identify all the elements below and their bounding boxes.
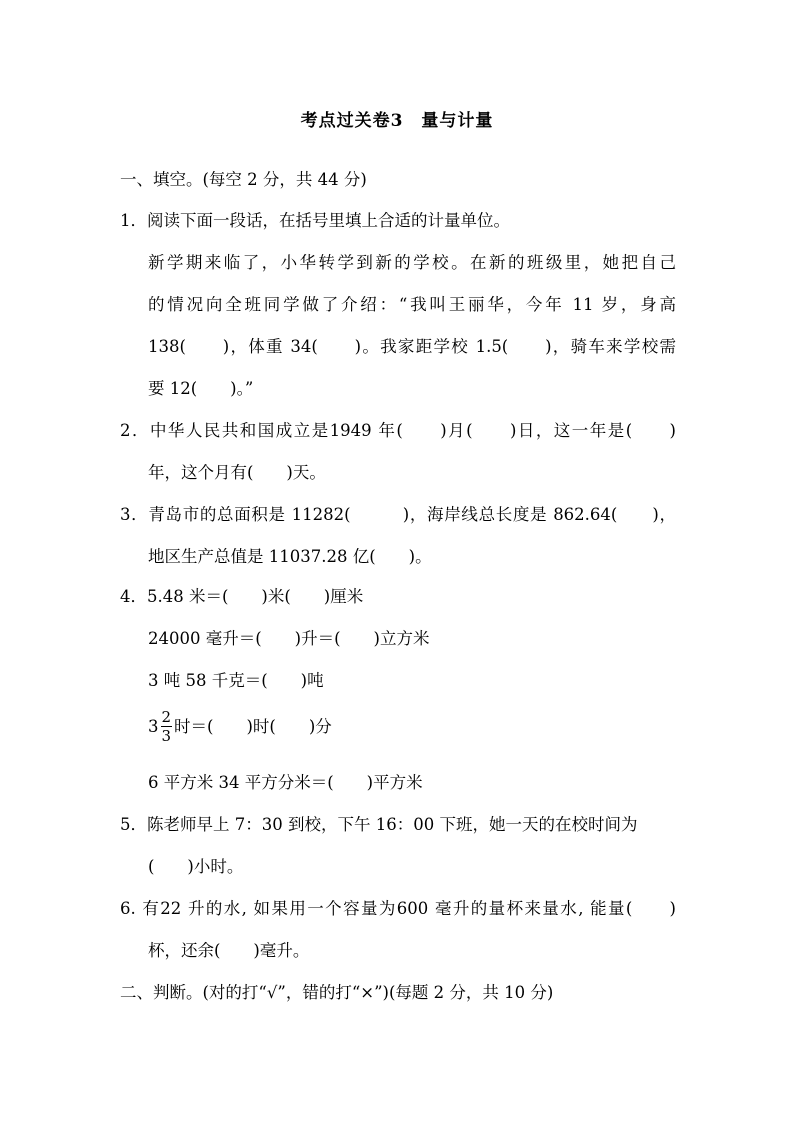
question-4-line-3: 3 吨 58 千克＝( )吨 bbox=[148, 671, 324, 690]
question-1-passage-line-3: 138( )，体重 34( )。我家距学校 1.5( )，骑车来学校需 bbox=[148, 337, 676, 356]
question-3-line-2: 地区生产总值是 11037.28 亿( )。 bbox=[148, 547, 432, 566]
question-4-line-4-mixed-number bbox=[148, 708, 332, 745]
question-4-line-1: 4．5.48 米＝( )米( )厘米 bbox=[120, 587, 364, 606]
question-1-passage-line-4: 要 12( )。” bbox=[148, 379, 254, 398]
question-3-line-1: 3．青岛市的总面积是 11282( )，海岸线总长度是 862.64( )， bbox=[120, 505, 676, 524]
question-4-line-2: 24000 毫升＝( )升＝( )立方米 bbox=[148, 629, 430, 648]
question-5-line-2: ( )小时。 bbox=[148, 857, 244, 876]
section-heading-true-false: 二、判断。(对的打“√”，错的打“×”)(每题 2 分，共 10 分) bbox=[120, 983, 554, 1002]
question-1-passage-line-2: 的情况向全班同学做了介绍：“我叫王丽华，今年 11 岁，身高 bbox=[148, 295, 676, 314]
question-2-line-2: 年，这个月有( )天。 bbox=[148, 463, 326, 482]
mixed-number-rest: 时＝( )时( )分 bbox=[174, 716, 332, 736]
question-1-passage-line-1: 新学期来临了，小华转学到新的学校。在新的班级里，她把自己 bbox=[148, 253, 676, 272]
section-heading-fill-blank: 一、填空。(每空 2 分，共 44 分) bbox=[120, 170, 367, 189]
fraction-numerator: 2 bbox=[161, 708, 172, 726]
question-4-line-5: 6 平方米 34 平方分米＝( )平方米 bbox=[148, 773, 423, 792]
mixed-number-whole: 3 bbox=[148, 716, 159, 736]
question-2-line-1: 2．中华人民共和国成立是1949 年( )月( )日，这一年是( ) bbox=[120, 421, 676, 440]
question-6-line-1: 6. 有22 升的水, 如果用一个容量为600 毫升的量杯来量水, 能量( ) bbox=[120, 899, 676, 918]
fraction-denominator: 3 bbox=[161, 727, 172, 745]
question-5-line-1: 5．陈老师早上 7：30 到校，下午 16：00 下班，她一天的在校时间为 bbox=[120, 815, 638, 834]
question-6-line-2: 杯，还余( )毫升。 bbox=[148, 941, 310, 960]
question-1-stem: 1．阅读下面一段话，在括号里填上合适的计量单位。 bbox=[120, 211, 510, 230]
mixed-number-fraction bbox=[161, 708, 173, 745]
page-title: 考点过关卷3 量与计量 bbox=[300, 111, 494, 131]
